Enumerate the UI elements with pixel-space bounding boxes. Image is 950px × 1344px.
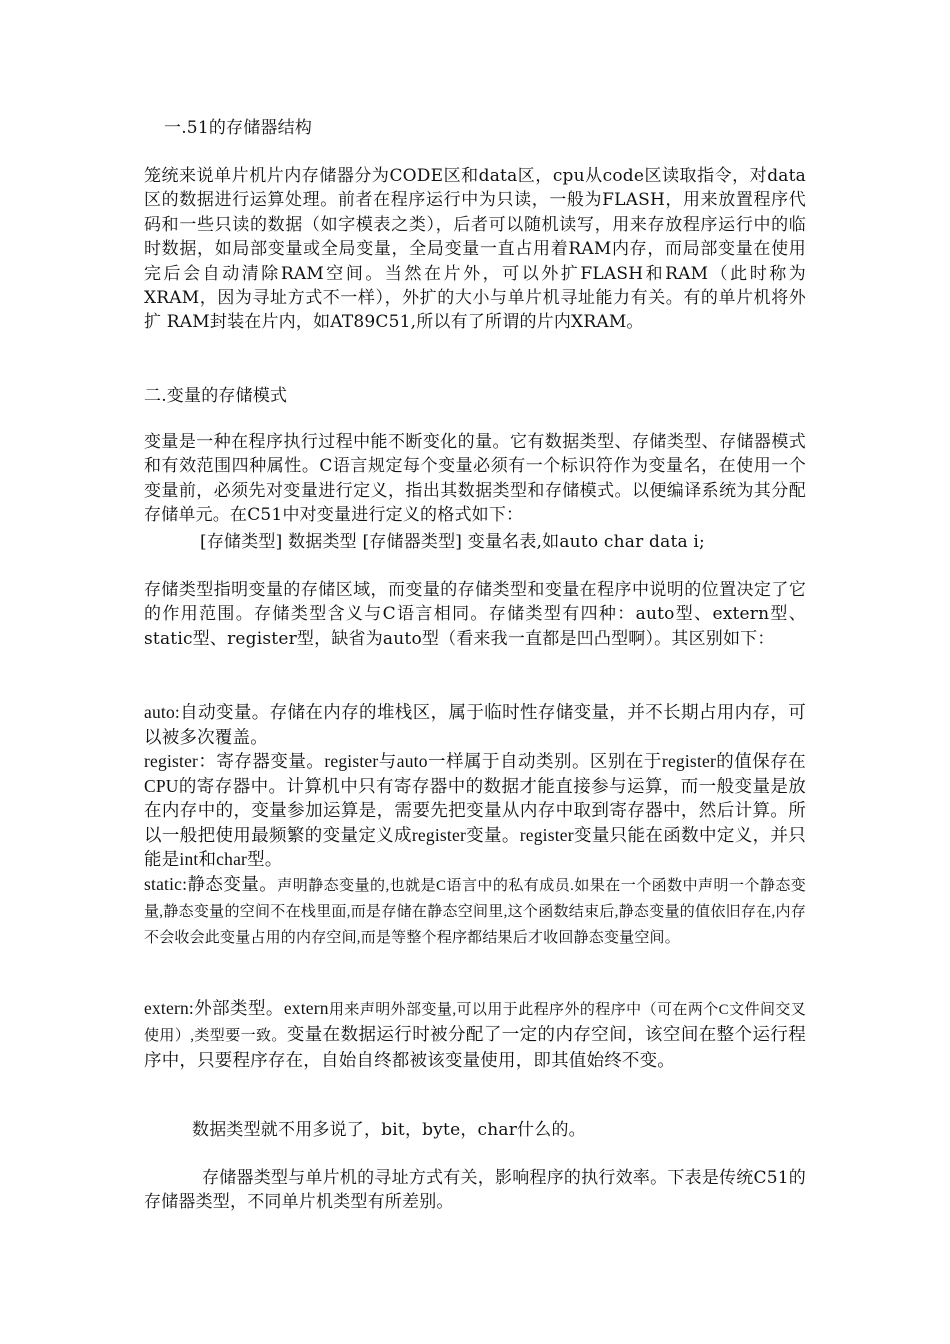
extern-label: extern:外部类型。extern (144, 998, 329, 1018)
data-types-paragraph: 数据类型就不用多说了，bit，byte，char什么的。 (192, 1120, 586, 1140)
section2-intro: 变量是一种在程序执行过程中能不断变化的量。它有数据类型、存储类型、存储器模式和有效范围四种属性。C语言规定每个变量必须有一个标识符作为变量名，在使用一个变量前，必须先对变量进行定义，指出其数据类型和存储模式。以便编译系统为其分配存储单元。在C51中对变量进行定义的格式如下： (144, 432, 806, 526)
extern-detail-rest: 变量在数据运行时被分配了一定的内存空间，该空间在整个运行程序中，只要程序存在，自始自终都被该变量使用，即其值始终不变。 (144, 1024, 806, 1070)
extern-detail: 用来声明外部变量,可以用于此程序外的程序中（可在两个C文件间交叉使用）,类型要一致。 (144, 1002, 806, 1044)
auto-description: auto:自动变量。存储在内存的堆栈区，属于临时性存储变量，并不长期占用内存，可以被多次覆盖。 (144, 702, 806, 747)
memory-types-paragraph: 存储器类型与单片机的寻址方式有关，影响程序的执行效率。下表是传统C51的存储器类型，不同单片机类型有所差别。 (144, 1168, 806, 1213)
definition-format-line: [存储类型] 数据类型 [存储器类型] 变量名表,如auto char data i; (200, 532, 705, 552)
static-description (144, 872, 806, 950)
storage-types-paragraph: 存储类型指明变量的存储区域，而变量的存储类型和变量在程序中说明的位置决定了它的作用范围。存储类型含义与C语言相同。存储类型有四种：auto型、extern型、static型、register型，缺省为auto型（看来我一直都是凹凸型啊）。其区别如下： (144, 580, 806, 649)
section2-title: 二.变量的存储模式 (144, 386, 288, 406)
section1-paragraph: 笼统来说单片机片内存储器分为CODE区和data区，cpu从code区读取指令，对data区的数据进行运算处理。前者在程序运行中为只读，一般为FLASH，用来放置程序代码和一些只读的数据（如字模表之类），后者可以随机读写，用来存放程序运行中的临时数据，如局部变量或全局变量，全局变量一直占用着RAM内存，而局部变量在使用完后会自动清除RAM空间。当然在片外，可以外扩FLASH和RAM（此时称为XRAM，因为寻址方式不一样），外扩的大小与单片机寻址能力有关。有的单片机将外扩 RAM封装在片内，如AT89C51,所以有了所谓的片内XRAM。 (144, 166, 806, 333)
section1-title: 一.51的存储器结构 (164, 118, 313, 138)
static-detail: 声明静态变量的,也就是C语言中的私有成员.如果在一个函数中声明一个静态变量,静态变量的空间不在栈里面,而是存储在静态空间里,这个函数结束后,静态变量的值依旧存在,内存不会收会此变量占用的内存空间,而是等整个程序都结果后才收回静态变量空间。 (144, 878, 806, 946)
extern-description (144, 996, 806, 1073)
static-label: static:静态变量。 (144, 874, 278, 894)
register-description: register：寄存器变量。register与auto一样属于自动类别。区别在于register的值保存在CPU的寄存器中。计算机中只有寄存器中的数据才能直接参与运算，而一般变量是放在内存中的，变量参加运算是，需要先把变量从内存中取到寄存器中，然后计算。所以一般把使用最频繁的变量定义成register变量。register变量只能在函数中定义，并只能是int和char型。 (144, 751, 806, 869)
